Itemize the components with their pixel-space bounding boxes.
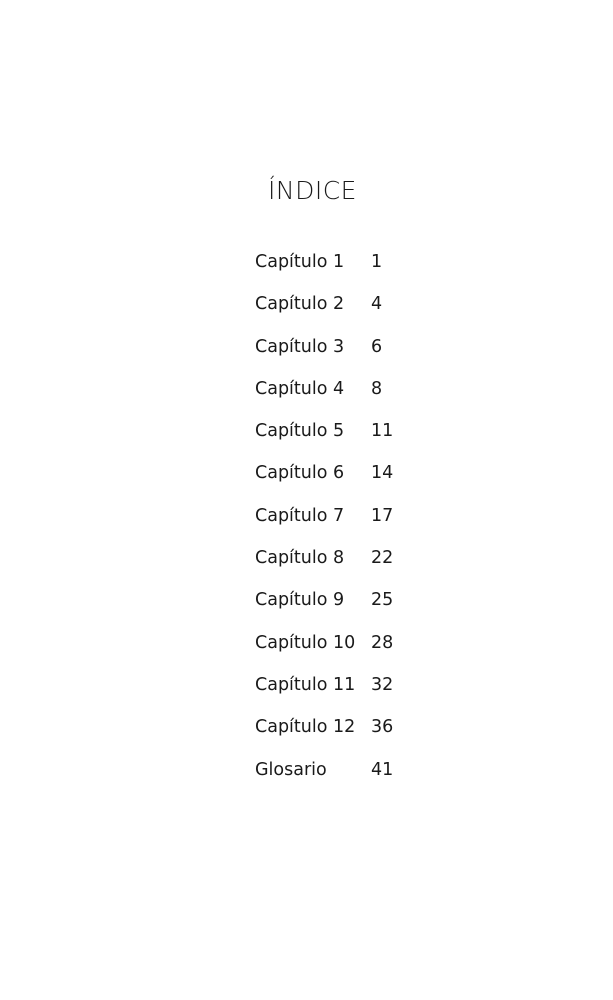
toc-entry-page: 25 bbox=[371, 590, 394, 611]
toc-entry bbox=[255, 586, 455, 628]
toc-entry bbox=[255, 544, 455, 586]
toc-entry bbox=[255, 248, 455, 290]
toc-entry-page: 32 bbox=[371, 674, 394, 695]
toc-entry bbox=[255, 459, 455, 501]
table-of-contents bbox=[255, 248, 455, 798]
toc-entry-page: 22 bbox=[371, 548, 394, 569]
toc-entry-page: 28 bbox=[371, 632, 394, 653]
toc-entry-page: 17 bbox=[371, 505, 394, 526]
toc-entry-label: Capítulo 1 bbox=[255, 252, 345, 272]
toc-entry bbox=[255, 502, 455, 544]
toc-entry-label: Capítulo 3 bbox=[255, 336, 345, 357]
toc-entry-page: 41 bbox=[371, 759, 394, 780]
toc-entry-label: Capítulo 4 bbox=[255, 378, 345, 399]
toc-entry-label: Capítulo 6 bbox=[255, 463, 345, 484]
toc-entry-label: Capítulo 9 bbox=[255, 590, 345, 611]
toc-entry-page: 8 bbox=[371, 378, 383, 399]
toc-entry bbox=[255, 417, 455, 459]
toc-entry bbox=[255, 333, 455, 375]
toc-entry-label: Capítulo 12 bbox=[255, 717, 356, 738]
page-title: ÍNDICE bbox=[268, 176, 357, 205]
toc-entry-page: 36 bbox=[371, 717, 394, 738]
toc-entry-label: Capítulo 11 bbox=[255, 674, 356, 695]
toc-entry-page: 1 bbox=[371, 252, 383, 272]
toc-entry-label: Capítulo 5 bbox=[255, 421, 345, 442]
toc-entry bbox=[255, 671, 455, 713]
toc-entry bbox=[255, 290, 455, 332]
toc-entry bbox=[255, 375, 455, 417]
toc-entry-page: 14 bbox=[371, 463, 394, 484]
toc-entry-label: Capítulo 8 bbox=[255, 548, 345, 569]
toc-entry-label: Capítulo 2 bbox=[255, 294, 345, 315]
toc-entry-label: Capítulo 10 bbox=[255, 632, 356, 653]
toc-entry-label: Capítulo 7 bbox=[255, 505, 345, 526]
toc-entry-page: 4 bbox=[371, 294, 383, 315]
toc-entry bbox=[255, 756, 455, 798]
toc-entry-label: Glosario bbox=[255, 759, 327, 780]
toc-entry bbox=[255, 629, 455, 671]
toc-entry-page: 11 bbox=[371, 421, 394, 442]
toc-entry bbox=[255, 713, 455, 755]
toc-entry-page: 6 bbox=[371, 336, 383, 357]
